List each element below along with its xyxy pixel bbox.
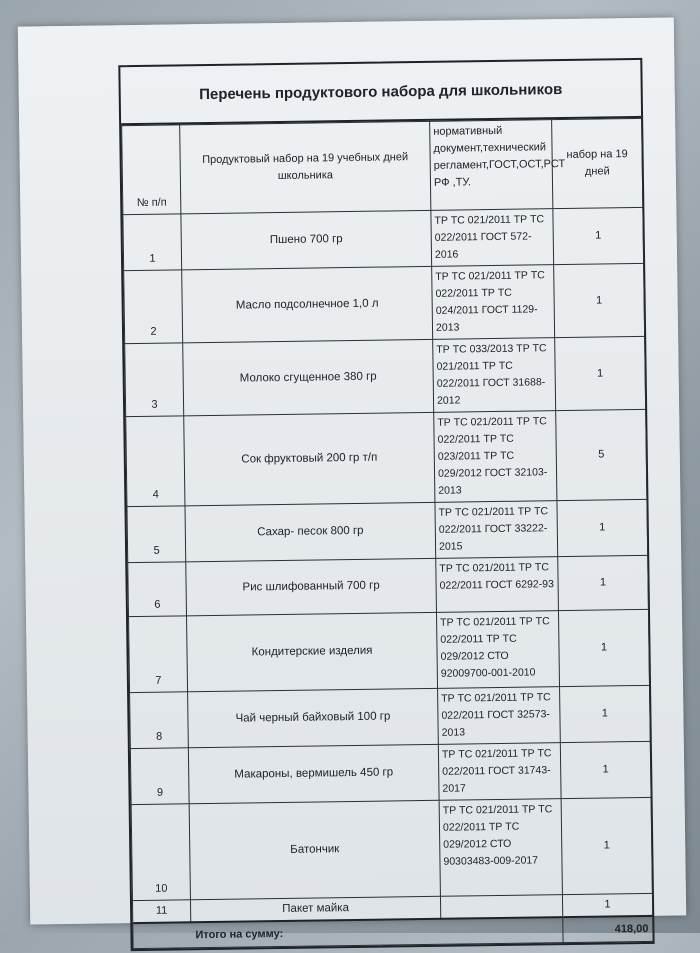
row-regulation-docs: ТР ТС 021/2011 ТР ТС 022/2011 ГОСТ 6292-93 xyxy=(436,557,559,613)
row-product-name: Макароны, вермишель 450 гр xyxy=(188,744,439,803)
row-product-name: Масло подсолнечное 1,0 л xyxy=(182,266,433,342)
header-doc: нормативный документ,технический регламент,ГОСТ,ОСТ,РСТ РФ ,ТУ. xyxy=(430,120,553,211)
document-title: Перечень продуктового набора для школьников xyxy=(120,60,641,125)
row-number: 9 xyxy=(130,748,189,805)
table-row xyxy=(128,555,649,616)
row-number: 11 xyxy=(132,900,190,923)
row-number: 5 xyxy=(127,506,186,563)
row-number: 10 xyxy=(131,804,190,901)
row-number: 1 xyxy=(123,214,182,271)
row-regulation-docs: ТР ТС 021/2011 ТР ТС 022/2011 ГОСТ 31743-2017 xyxy=(438,743,561,801)
table-row xyxy=(129,609,650,692)
row-product-name: Пшено 700 гр xyxy=(181,210,432,269)
row-regulation-docs: ТР ТС 021/2011 ТР ТС 022/2011 ТР ТС 029/2012 СТО 92009700-001-2010 xyxy=(436,611,559,689)
row-quantity: 1 xyxy=(554,263,645,337)
header-qty: набор на 19 дней xyxy=(552,118,643,208)
row-quantity: 1 xyxy=(555,336,646,410)
row-number: 3 xyxy=(125,343,184,417)
row-product-name: Чай черный байховый 100 гр xyxy=(188,688,439,747)
row-number: 6 xyxy=(128,562,187,617)
table-row xyxy=(126,409,647,506)
row-quantity: 1 xyxy=(557,499,648,556)
row-number: 7 xyxy=(129,616,188,693)
row-quantity: 1 xyxy=(560,741,651,798)
row-regulation-docs xyxy=(440,895,562,919)
row-number: 4 xyxy=(126,416,185,507)
row-regulation-docs: ТР ТС 021/2011 ТР ТС 022/2011 ГОСТ 572-2016 xyxy=(431,209,554,267)
table-row xyxy=(130,685,651,748)
paper-sheet xyxy=(18,17,686,941)
row-quantity: 1 xyxy=(562,893,652,917)
header-product: Продуктовый набор на 19 учебных дней школьника xyxy=(180,121,431,213)
row-quantity: 1 xyxy=(553,207,644,264)
total-value: 418,00 xyxy=(563,916,653,943)
row-quantity: 1 xyxy=(558,609,649,686)
row-product-name: Рис шлифованный 700 гр xyxy=(186,558,437,615)
row-product-name: Батончик xyxy=(189,800,440,899)
row-quantity: 1 xyxy=(558,555,649,610)
row-product-name: Сахар- песок 800 гр xyxy=(185,502,436,561)
row-regulation-docs: ТР ТС 021/2011 ТР ТС 022/2011 ТР ТС 023/2011 ТР ТС 029/2012 ГОСТ 32103-2013 xyxy=(434,411,557,503)
row-regulation-docs: ТР ТС 021/2011 ТР ТС 022/2011 ГОСТ 33222-2015 xyxy=(435,501,558,559)
row-quantity: 1 xyxy=(560,685,651,742)
table-row xyxy=(131,797,652,900)
row-regulation-docs: ТР ТС 021/2011 ТР ТС 022/2011 ТР ТС 029/2012 СТО 90303483-009-2017 xyxy=(439,799,562,897)
table-header-row xyxy=(122,118,643,214)
row-regulation-docs: ТР ТС 033/2013 ТР ТС 021/2011 ТР ТС 022/2011 ГОСТ 31688-2012 xyxy=(433,338,556,413)
table-row xyxy=(127,499,648,562)
row-product-name: Сок фруктовый 200 гр т/п xyxy=(184,412,435,505)
table-row xyxy=(123,207,644,270)
table-row xyxy=(130,741,651,804)
row-number: 2 xyxy=(124,270,183,344)
product-table xyxy=(121,118,653,949)
row-regulation-docs: ТР ТС 021/2011 ТР ТС 022/2011 ТР ТС 024/2011 ГОСТ 1129-2013 xyxy=(432,265,555,340)
row-regulation-docs: ТР ТС 021/2011 ТР ТС 022/2011 ГОСТ 32573-2013 xyxy=(438,687,561,745)
table-row xyxy=(124,263,645,343)
row-quantity: 5 xyxy=(556,409,647,500)
row-product-name: Пакет майка xyxy=(190,896,440,922)
row-number: 8 xyxy=(130,692,189,749)
row-quantity: 1 xyxy=(561,797,652,894)
row-product-name: Кондитерские изделия xyxy=(187,612,438,691)
table-row xyxy=(125,336,646,416)
header-num: № п/п xyxy=(122,125,181,215)
total-label: Итого на сумму: xyxy=(133,917,563,949)
document-table-frame xyxy=(118,58,654,951)
row-product-name: Молоко сгущенное 380 гр xyxy=(183,339,434,415)
